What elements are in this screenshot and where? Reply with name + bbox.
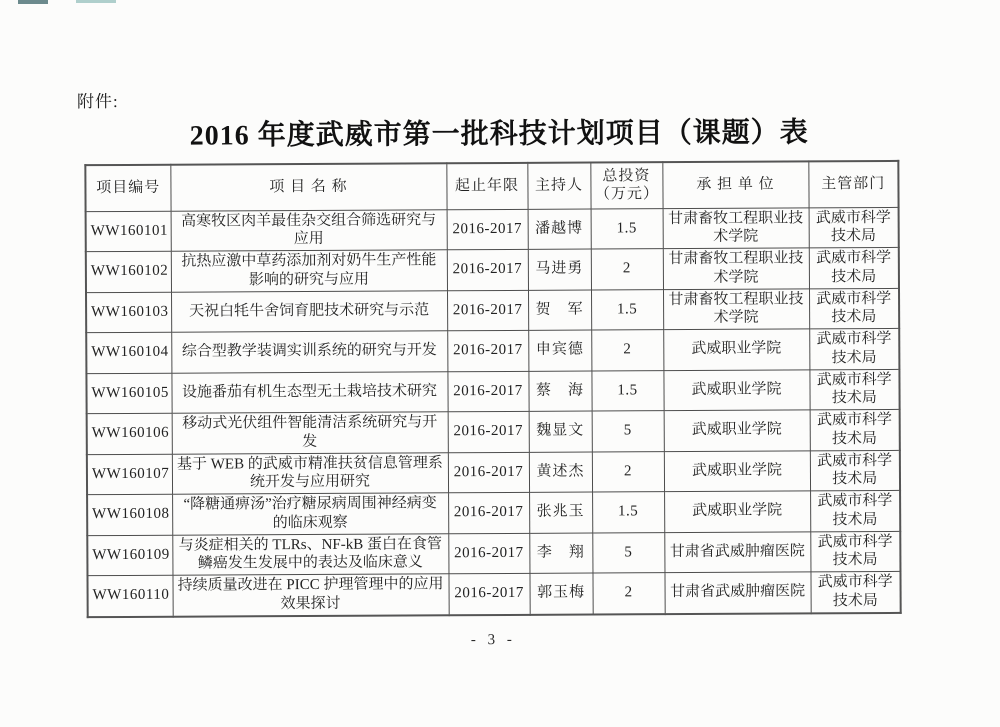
project-name: 与炎症相关的 TLRs、NF-kB 蛋白在食管鳞癌发生发展中的表达及临床意义 [172, 533, 448, 575]
project-code: WW160105 [86, 373, 171, 414]
header-investment [590, 162, 662, 208]
project-period: 2016-2017 [448, 452, 529, 493]
project-unit: 甘肃省武威肿瘤医院 [664, 531, 810, 572]
project-period: 2016-2017 [448, 492, 529, 533]
header-project-code: 项目编号 [85, 165, 170, 211]
table-header-row [85, 161, 898, 211]
project-name: 高寒牧区肉羊最佳杂交组合筛选研究与应用 [171, 209, 447, 251]
table-row [86, 247, 899, 292]
project-unit: 武威职业学院 [664, 450, 810, 491]
project-department: 武威市科学技术局 [809, 207, 899, 248]
project-period: 2016-2017 [447, 330, 528, 371]
project-name: 设施番茄有机生态型无土栽培技术研究 [171, 371, 447, 413]
table-row [87, 571, 900, 616]
project-investment: 2 [591, 330, 663, 371]
project-code: WW160104 [86, 332, 171, 373]
project-leader: 贺 军 [528, 290, 591, 331]
project-leader: 蔡 海 [528, 371, 591, 412]
project-code: WW160101 [86, 211, 171, 252]
project-investment: 2 [591, 249, 663, 290]
project-department: 武威市科学技术局 [809, 288, 899, 329]
project-leader: 李 翔 [529, 533, 592, 574]
project-leader: 郭玉梅 [529, 573, 592, 614]
header-investment-line2: （万元） [594, 186, 660, 203]
project-code: WW160103 [86, 292, 171, 333]
project-code: WW160110 [87, 575, 172, 616]
project-unit: 武威职业学院 [663, 329, 809, 370]
project-department: 武威市科学技术局 [810, 490, 900, 531]
project-period: 2016-2017 [447, 249, 528, 290]
project-code: WW160107 [87, 454, 172, 495]
table-row [86, 288, 899, 333]
project-unit: 甘肃畜牧工程职业技术学院 [663, 288, 809, 329]
header-department: 主管部门 [808, 161, 898, 207]
project-period: 2016-2017 [447, 371, 528, 412]
page-title: 2016 年度武威市第一批科技计划项目（课题）表 [189, 117, 809, 152]
project-investment: 5 [592, 411, 664, 452]
project-leader: 马进勇 [528, 249, 591, 290]
project-leader: 潘越博 [528, 209, 591, 250]
project-period: 2016-2017 [448, 411, 529, 452]
project-code: WW160108 [87, 494, 172, 535]
project-leader: 申宾德 [528, 330, 591, 371]
project-name: 持续质量改进在 PICC 护理管理中的应用效果探讨 [172, 574, 448, 616]
attachment-label: 附件: [76, 91, 119, 112]
table-row [86, 369, 899, 414]
project-leader: 黄述杰 [529, 452, 592, 493]
project-code: WW160109 [87, 535, 172, 576]
project-department: 武威市科学技术局 [810, 450, 900, 491]
project-name: 综合型教学装调实训系统的研究与开发 [171, 331, 447, 373]
project-department: 武威市科学技术局 [810, 531, 900, 572]
header-unit: 承 担 单 位 [662, 161, 808, 208]
project-name: “降糖通痹汤”治疗糖尿病周围神经病变的临床观察 [172, 493, 448, 535]
project-investment: 2 [592, 451, 664, 492]
table-row [86, 207, 899, 252]
project-name: 基于 WEB 的武威市精准扶贫信息管理系统开发与应用研究 [172, 452, 448, 494]
project-leader: 张兆玉 [529, 492, 592, 533]
project-investment: 1.5 [591, 208, 663, 249]
project-investment: 2 [592, 573, 664, 614]
project-investment: 1.5 [591, 370, 663, 411]
page-number: - 3 - [470, 631, 516, 649]
project-period: 2016-2017 [448, 573, 529, 614]
project-unit: 甘肃省武威肿瘤医院 [664, 572, 810, 614]
project-leader: 魏显文 [529, 411, 592, 452]
project-unit: 甘肃畜牧工程职业技术学院 [663, 248, 809, 289]
table-row [87, 531, 900, 576]
project-department: 武威市科学技术局 [810, 409, 900, 450]
project-period: 2016-2017 [447, 209, 528, 250]
project-investment: 5 [592, 532, 664, 573]
project-department: 武威市科学技术局 [809, 328, 899, 369]
project-department: 武威市科学技术局 [809, 369, 899, 410]
project-investment: 1.5 [592, 492, 664, 533]
table-row [87, 490, 900, 535]
table-row [87, 409, 900, 454]
project-department: 武威市科学技术局 [809, 247, 899, 288]
project-unit: 武威职业学院 [663, 369, 809, 410]
project-code: WW160102 [86, 251, 171, 292]
project-period: 2016-2017 [447, 290, 528, 331]
project-name: 天祝白牦牛舍饲育肥技术研究与示范 [171, 290, 447, 332]
header-period: 起止年限 [446, 163, 527, 209]
table-row [87, 450, 900, 495]
project-investment: 1.5 [591, 289, 663, 330]
projects-table [84, 160, 901, 618]
project-name: 移动式光伏组件智能清洁系统研究与开发 [172, 412, 448, 454]
header-leader: 主持人 [527, 163, 590, 209]
project-period: 2016-2017 [448, 533, 529, 574]
table-row [86, 328, 899, 373]
project-unit: 甘肃畜牧工程职业技术学院 [663, 207, 809, 248]
header-project-name: 项 目 名 称 [170, 163, 446, 210]
project-code: WW160106 [87, 413, 172, 454]
project-name: 抗热应激中草药添加剂对奶牛生产性能影响的研究与应用 [171, 250, 447, 292]
header-investment-line1: 总投资 [602, 167, 651, 184]
project-department: 武威市科学技术局 [810, 571, 900, 612]
project-unit: 武威职业学院 [664, 410, 810, 451]
project-unit: 武威职业学院 [664, 491, 810, 532]
